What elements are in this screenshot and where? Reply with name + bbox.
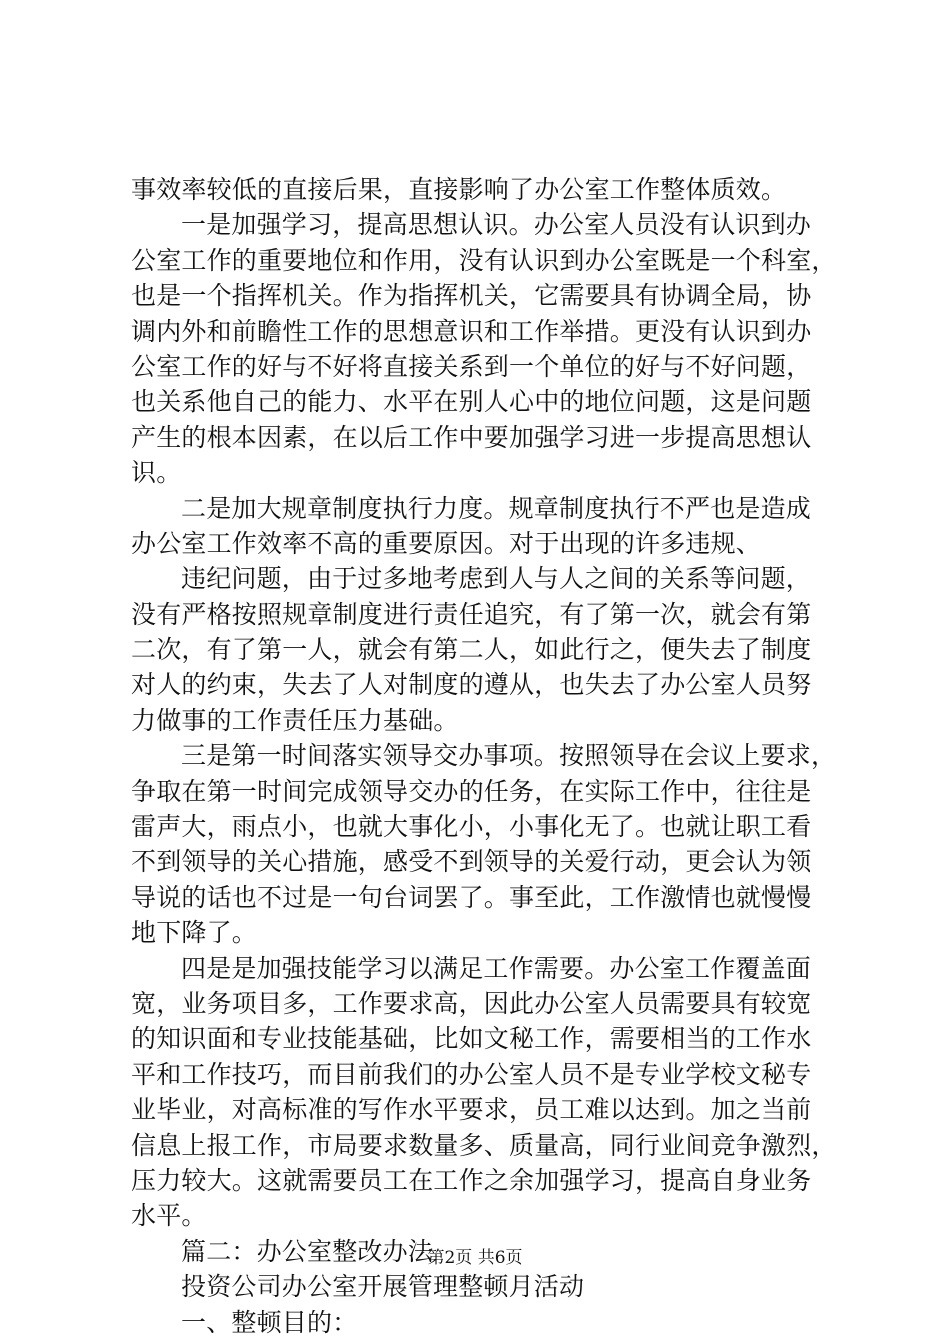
text-line: 力做事的工作责任压力基础。 xyxy=(131,705,459,735)
document-body xyxy=(131,172,837,1340)
text-line: 的知识面和专业技能基础，比如文秘工作，需要相当的工作水 xyxy=(131,1024,812,1054)
text-line: 三是第一时间落实领导交办事项。按照领导在会议上要求， xyxy=(181,741,837,771)
page-footer: 第2页 共6页 xyxy=(427,1248,523,1268)
text-line: 四是是加强技能学习以满足工作需要。办公室工作覆盖面 xyxy=(181,953,812,983)
text-line: 对人的约束，失去了人对制度的遵从，也失去了办公室人员努 xyxy=(131,670,812,700)
text-line: 雷声大，雨点小，也就大事化小，小事化无了。也就让职工看 xyxy=(131,812,812,842)
text-line: 信息上报工作，市局要求数量多、质量高，同行业间竞争激烈， xyxy=(131,1130,837,1160)
text-line: 公室工作的好与不好将直接关系到一个单位的好与不好问题， xyxy=(131,351,812,381)
text-line: 争取在第一时间完成领导交办的任务，在实际工作中，往往是 xyxy=(131,776,812,806)
text-line: 水平。 xyxy=(131,1201,207,1231)
text-line: 产生的根本因素，在以后工作中要加强学习进一步提高思想认 xyxy=(131,422,812,452)
text-line: 办公室工作效率不高的重要原因。对于出现的许多违规、 xyxy=(131,528,762,558)
text-line: 没有严格按照规章制度进行责任追究，有了第一次，就会有第 xyxy=(131,599,812,629)
text-line: 压力较大。这就需要员工在工作之余加强学习，提高自身业务 xyxy=(131,1165,812,1195)
text-line: 不到领导的关心措施，感受不到领导的关爱行动，更会认为领 xyxy=(131,847,812,877)
text-line: 识。 xyxy=(131,458,182,488)
text-line: 二是加大规章制度执行力度。规章制度执行不严也是造成 xyxy=(181,493,812,523)
text-line: 投资公司办公室开展管理整顿月活动 xyxy=(181,1272,585,1302)
text-line: 导说的话也不过是一句台词罢了。事至此，工作激情也就慢慢 xyxy=(131,882,812,912)
text-line: 公室工作的重要地位和作用，没有认识到办公室既是一个科室， xyxy=(131,245,837,275)
text-line: 一、整顿目的： xyxy=(181,1307,358,1337)
text-line: 平和工作技巧，而目前我们的办公室人员不是专业学校文秘专 xyxy=(131,1059,812,1089)
text-line: 业毕业，对高标准的写作水平要求，员工难以达到。加之当前 xyxy=(131,1095,812,1125)
text-line: 也关系他自己的能力、水平在别人心中的地位问题，这是问题 xyxy=(131,387,812,417)
text-line: 一是加强学习，提高思想认识。办公室人员没有认识到办 xyxy=(181,210,812,240)
text-line: 事效率较低的直接后果，直接影响了办公室工作整体质效。 xyxy=(131,175,787,204)
text-line: 地下降了。 xyxy=(131,918,258,948)
text-line: 调内外和前瞻性工作的思想意识和工作举措。更没有认识到办 xyxy=(131,316,812,346)
text-line: 也是一个指挥机关。作为指挥机关，它需要具有协调全局，协 xyxy=(131,281,812,311)
text-line: 宽，业务项目多，工作要求高，因此办公室人员需要具有较宽 xyxy=(131,988,812,1018)
text-line: 二次，有了第一人，就会有第二人，如此行之，便失去了制度 xyxy=(131,635,812,665)
text-line: 篇二：办公室整改办法 xyxy=(181,1236,434,1266)
text-line: 违纪问题，由于过多地考虑到人与人之间的关系等问题， xyxy=(181,564,812,594)
